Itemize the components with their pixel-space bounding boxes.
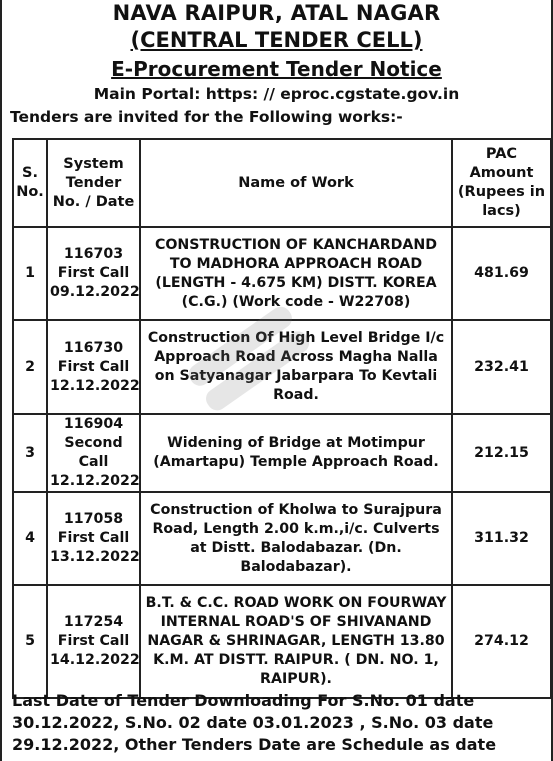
tender-date: 12.12.2022 (50, 473, 140, 489)
footer-line: Last Date of Tender Downloading For S.No. 01 date (12, 691, 475, 710)
cell-tender (47, 585, 140, 698)
tender-call: Second Call (64, 435, 123, 470)
header-subtitle: (CENTRAL TENDER CELL) (130, 28, 423, 52)
header-tender: System Tender No. / Date (47, 139, 140, 227)
table-row (13, 320, 551, 414)
table-header-row (13, 139, 551, 227)
tender-no: 117254 (63, 614, 124, 630)
cell-work: Construction Of High Level Bridge I/c Approach Road Across Magha Nalla on Satyanagar Jabarpara To Kevtali Road. (140, 320, 452, 414)
cell-tender (47, 492, 140, 585)
tender-date: 12.12.2022 (50, 377, 140, 394)
cell-tender (47, 227, 140, 320)
header-sno: S. No. (13, 139, 47, 227)
cell-pac: 232.41 (452, 320, 551, 414)
cell-pac: 274.12 (452, 585, 551, 698)
table-row (13, 585, 551, 698)
tender-call: First Call (57, 530, 130, 546)
cell-work: CONSTRUCTION OF KANCHARDAND TO MADHORA APPROACH ROAD (LENGTH - 4.675 KM) DISTT. KOREA (C.G.) (Work code - W22708) (140, 227, 452, 320)
tender-no: 116730 (63, 339, 124, 356)
footer-note (12, 690, 553, 756)
table-row (13, 492, 551, 585)
tender-no: 116904 (63, 416, 124, 432)
cell-tender (47, 414, 140, 492)
cell-sno: 2 (13, 320, 47, 414)
cell-sno: 4 (13, 492, 47, 585)
footer-line: 30.12.2022, S.No. 02 date 03.01.2023 , S.No. 03 date (12, 713, 494, 732)
cell-sno: 3 (13, 414, 47, 492)
cell-work: B.T. & C.C. ROAD WORK ON FOURWAY INTERNAL ROAD'S OF SHIVANAND NAGAR & SHRINAGAR, LENGTH 13.80 K.M. AT DISTT. RAIPUR. ( DN. NO. 1, RAIPUR). (140, 585, 452, 698)
cell-sno: 1 (13, 227, 47, 320)
table-row (13, 227, 551, 320)
table-row (13, 414, 551, 492)
cell-work: Widening of Bridge at Motimpur (Amartapu) Temple Approach Road. (140, 414, 452, 492)
tender-no: 117058 (63, 511, 124, 527)
cell-pac: 212.15 (452, 414, 551, 492)
tender-date: 14.12.2022 (50, 652, 140, 668)
cell-pac: 481.69 (452, 227, 551, 320)
cell-sno: 5 (13, 585, 47, 698)
intro-text: Tenders are invited for the Following works:- (10, 108, 403, 126)
tender-date: 09.12.2022 (50, 284, 140, 300)
header-work: Name of Work (140, 139, 452, 227)
cell-work: Construction of Kholwa to Surajpura Road, Length 2.00 k.m.,i/c. Culverts at Distt. Balodabazar. (Dn. Balodabazar). (140, 492, 452, 585)
tender-no: 116703 (63, 246, 124, 262)
header-title: NAVA RAIPUR, ATAL NAGAR (112, 1, 441, 25)
cell-pac: 311.32 (452, 492, 551, 585)
cell-tender (47, 320, 140, 414)
tender-table (12, 138, 552, 699)
portal-link[interactable]: Main Portal: https: // eproc.cgstate.gov.in (93, 85, 460, 103)
header-pac: PAC Amount (Rupees in lacs) (452, 139, 551, 227)
footer-line: 29.12.2022, Other Tenders Date are Schedule as date (12, 735, 497, 754)
tender-date: 13.12.2022 (50, 549, 140, 565)
tender-call: First Call (57, 633, 130, 649)
tender-call: First Call (57, 265, 130, 281)
tender-call: First Call (57, 358, 130, 375)
notice-title: E-Procurement Tender Notice (111, 57, 442, 81)
